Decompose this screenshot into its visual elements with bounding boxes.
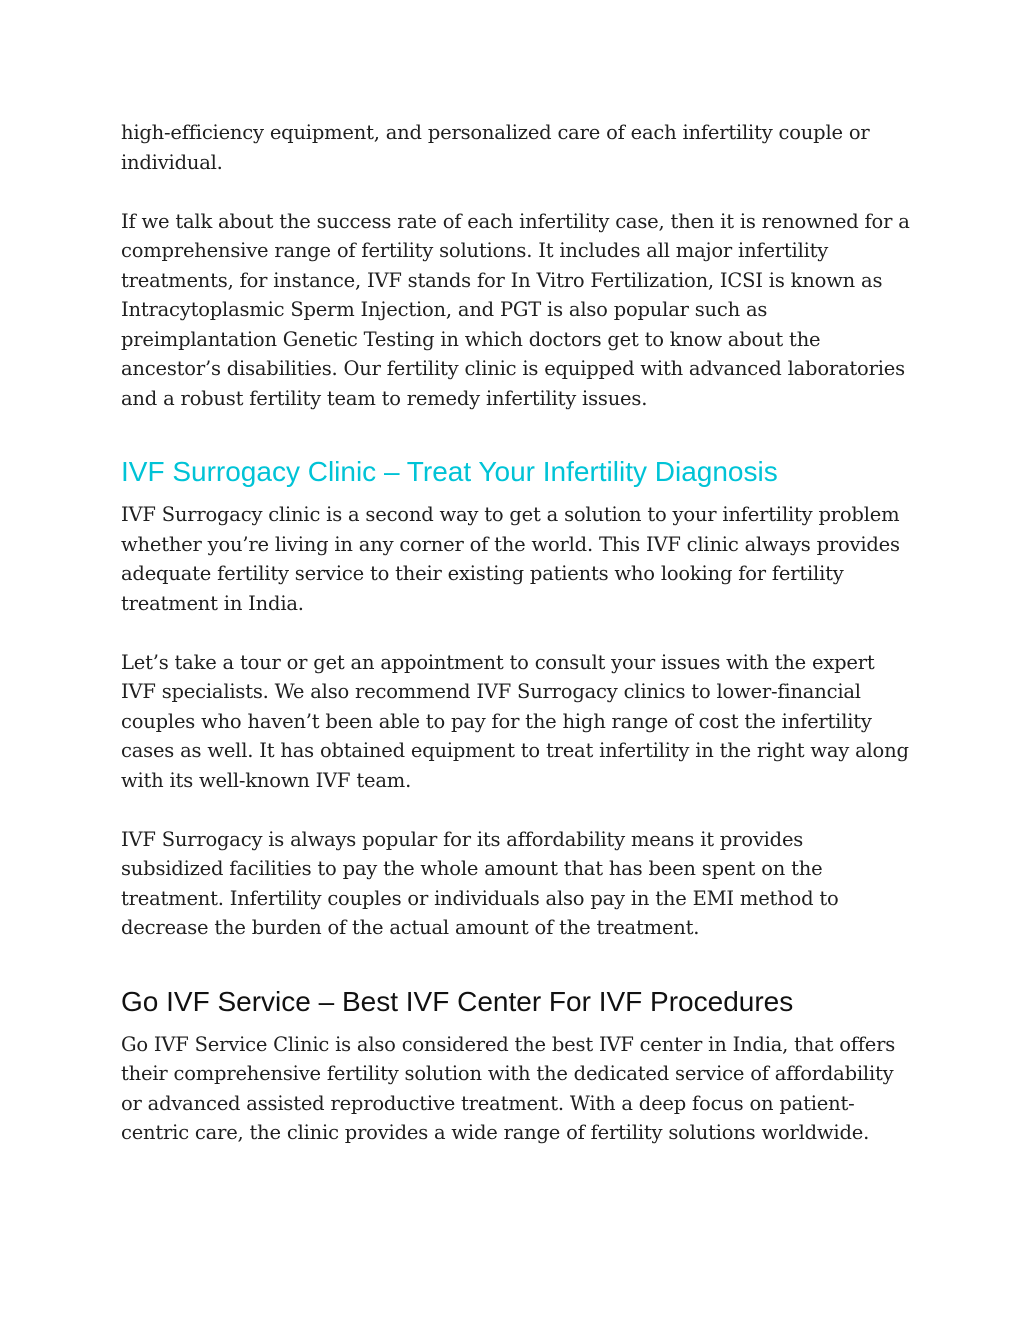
surrogacy-paragraph-1: IVF Surrogacy clinic is a second way to get a solution to your infertility problem whether you’re living in any corner of the world. This IVF clinic always provides adequate fertility service to their existing patients who looking for fertility treatment in India. [121, 503, 900, 615]
go-ivf-paragraph-1: Go IVF Service Clinic is also considered the best IVF center in India, that offers their comprehensive fertility solution with the dedicated service of affordability or advanced assisted reproductive treatment. With a deep focus on patient-centric care, the clinic provides a wide range of fertility solutions worldwide. [121, 1032, 896, 1144]
surrogacy-clinic-heading: IVF Surrogacy Clinic – Treat Your Infertility Diagnosis [121, 456, 778, 487]
document-page [121, 118, 911, 1148]
paragraph-spacer [121, 795, 911, 825]
go-ivf-heading: Go IVF Service – Best IVF Center For IVF Procedures [121, 985, 794, 1017]
paragraph-spacer [121, 618, 911, 648]
heading-spacer [121, 1019, 911, 1030]
intro-continuation-paragraph: high-efficiency equipment, and personalized care of each infertility couple or individual. [121, 121, 870, 174]
section-spacer [121, 943, 911, 985]
paragraph-spacer [121, 177, 911, 207]
heading-spacer [121, 489, 911, 500]
section-spacer [121, 413, 911, 455]
success-rate-paragraph: If we talk about the success rate of each infertility case, then it is renowned for a comprehensive range of fertility solutions. It includes all major infertility treatments, for instance, IVF stands for In Vitro Fertilization, ICSI is known as Intracytoplasmic Sperm Injection, and PGT is also popular such as preimplantation Genetic Testing in which doctors get to know about the ancestor’s disabilities. Our fertility clinic is equipped with advanced laboratories and a robust fertility team to remedy infertility issues. [121, 209, 910, 410]
surrogacy-paragraph-2: Let’s take a tour or get an appointment to consult your issues with the expert IVF specialists. We also recommend IVF Surrogacy clinics to lower-financial couples who haven’t been able to pay for the high range of cost the infertility cases as well. It has obtained equipment to treat infertility in the right way along with its well-known IVF team. [121, 650, 909, 792]
surrogacy-paragraph-3: IVF Surrogacy is always popular for its affordability means it provides subsidized facilities to pay the whole amount that has been spent on the treatment. Infertility couples or individuals also pay in the EMI method to decrease the burden of the actual amount of the treatment. [121, 827, 839, 939]
